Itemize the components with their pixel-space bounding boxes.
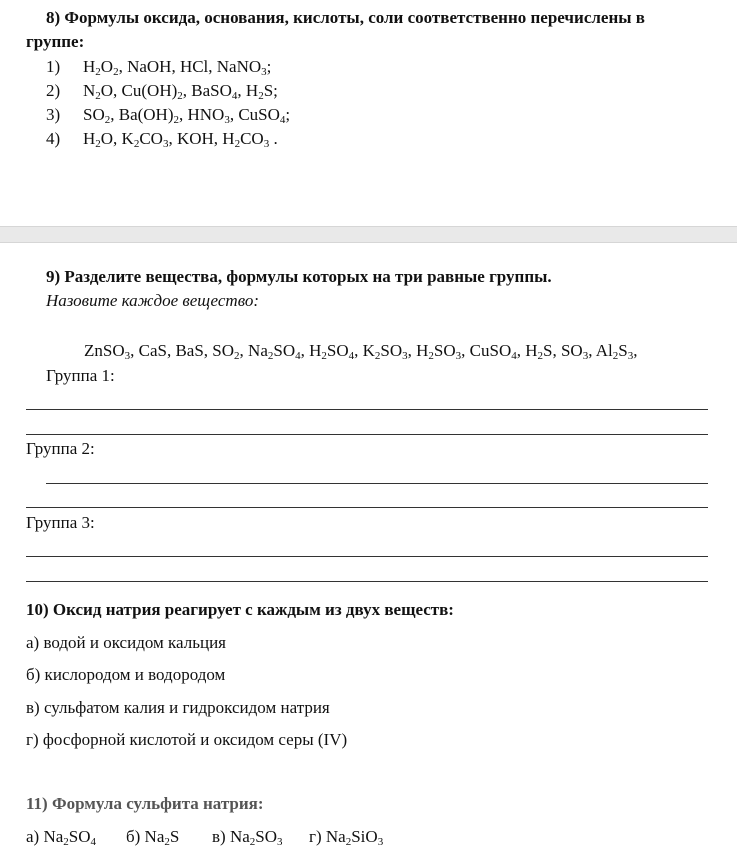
formula-text: б) Na — [126, 827, 165, 846]
formula-subscript: 2 — [234, 138, 241, 150]
formula-text: , NaOH, HCl, NaNO — [118, 57, 262, 76]
formula-text: , CaS, BaS, SO — [130, 341, 235, 360]
formula-text: SO — [433, 341, 456, 360]
formula-text: SO — [255, 827, 277, 846]
formula-subscript: 3 — [455, 350, 462, 362]
formula-text: SiO — [351, 827, 378, 846]
formula-text: S, SO — [543, 341, 583, 360]
formula-text: а) Na — [26, 827, 64, 846]
formula-text: , H — [300, 341, 322, 360]
formula-subscript: 2 — [374, 350, 381, 362]
q8-option-4: 4) $H_2O$, $K_2CO_3$, KOH, $H_2CO_3$ . — [46, 129, 278, 150]
formula-subscript: 2 — [249, 836, 256, 848]
formula-subscript: 2 — [164, 836, 170, 848]
formula-text: , Ba(OH) — [110, 105, 174, 124]
q8-title-line2: группе: — [26, 32, 85, 51]
formula-subscript: 3 — [377, 836, 384, 848]
q10-option-d: г) фосфорной кислотой и оксидом серы (IV) — [26, 730, 348, 749]
formula-text: H — [83, 129, 96, 148]
formula-text: SO — [273, 341, 296, 360]
formula-subscript: 2 — [113, 66, 119, 78]
formula-subscript: 3 — [224, 114, 230, 126]
formula-text: CO — [139, 129, 163, 148]
formula-subscript: 2 — [267, 350, 274, 362]
formula-text: O, K — [100, 129, 134, 148]
formula-text: , BaSO — [182, 81, 232, 100]
formula-subscript: 2 — [612, 350, 619, 362]
q9-subtitle: Назовите каждое вещество: — [46, 291, 260, 310]
answer-line — [26, 409, 708, 410]
q11-option-a — [26, 827, 96, 847]
formula-subscript: 3 — [162, 138, 169, 150]
q11-option-c — [212, 827, 283, 847]
formula-text: , H — [516, 341, 538, 360]
q11-option-d — [309, 827, 383, 847]
q9-group3-label: Группа 3: — [26, 513, 95, 532]
q10-option-b: б) кислородом и водородом — [26, 665, 226, 684]
formula-subscript: 4 — [279, 114, 286, 126]
formula-subscript: 4 — [231, 90, 238, 102]
formula-text: N — [83, 81, 96, 100]
formula-text: CO — [240, 129, 264, 148]
formula-subscript: 2 — [321, 350, 327, 362]
formula-subscript: 2 — [537, 350, 544, 362]
q9-title: 9) Разделите вещества, формулы которых на три равные группы. — [46, 267, 552, 286]
formula-text: , H — [407, 341, 429, 360]
formula-text: , K — [354, 341, 375, 360]
formula-subscript: 4 — [511, 350, 517, 362]
formula-subscript: 2 — [104, 114, 111, 126]
q10-option-a: а) водой и оксидом кальция — [26, 633, 226, 652]
formula-subscript: 2 — [234, 350, 240, 362]
q10-title: 10) Оксид натрия реагирует с каждым из двух веществ: — [26, 600, 454, 619]
formula-text: S — [169, 827, 180, 846]
q8-option-2: 2) $N_2O$, $Cu(OH)_2$, BaSO$_4$, $H_2S$; — [46, 81, 278, 102]
formula-text: SO — [326, 341, 349, 360]
formula-text: , HNO — [179, 105, 225, 124]
formula-text: , KOH, H — [168, 129, 235, 148]
q8-option-1: 1) $H_2O_2$, NaOH, HCl, NaNO$_3$; — [46, 57, 272, 78]
formula-text: O, Cu(OH) — [100, 81, 178, 100]
formula-subscript: 3 — [124, 350, 131, 362]
answer-line — [26, 507, 708, 508]
formula-text: O — [100, 57, 114, 76]
answer-line — [26, 434, 708, 435]
formula-subscript: 3 — [277, 836, 283, 848]
formula-subscript: 2 — [63, 836, 69, 848]
formula-text: , H — [237, 81, 259, 100]
formula-text: г) Na — [309, 827, 346, 846]
formula-subscript: 2 — [177, 90, 183, 102]
formula-subscript: 2 — [95, 90, 101, 102]
q10-option-c: в) сульфатом калия и гидроксидом натрия — [26, 698, 330, 717]
formula-subscript: 3 — [261, 66, 267, 78]
formula-text: SO — [68, 827, 91, 846]
q8-title-line1: 8) Формулы оксида, основания, кислоты, соли соответственно перечислены в — [46, 8, 645, 27]
page-break — [0, 226, 737, 243]
formula-text: в) Na — [212, 827, 250, 846]
formula-text: , — [633, 341, 638, 360]
q11-title: 11) Формула сульфита натрия: — [26, 794, 264, 813]
formula-text: S; — [263, 81, 278, 100]
formula-text: SO — [380, 341, 403, 360]
answer-line — [26, 581, 708, 582]
formula-subscript: 3 — [402, 350, 408, 362]
formula-subscript: 3 — [627, 350, 634, 362]
formula-subscript: 2 — [133, 138, 140, 150]
formula-text: ZnSO — [84, 341, 125, 360]
formula-subscript: 2 — [173, 114, 179, 126]
formula-text: , CuSO — [461, 341, 512, 360]
q9-group2-label: Группа 2: — [26, 439, 95, 458]
formula-text: ; — [266, 57, 272, 76]
formula-text: H — [83, 57, 96, 76]
formula-subscript: 2 — [258, 90, 264, 102]
answer-line — [46, 483, 708, 484]
formula-subscript: 4 — [295, 350, 301, 362]
formula-subscript: 2 — [95, 66, 101, 78]
answer-line — [26, 556, 708, 557]
formula-subscript: 2 — [95, 138, 101, 150]
formula-text: S — [618, 341, 628, 360]
q11-option-b — [126, 827, 179, 847]
formula-text: , Na — [239, 341, 268, 360]
formula-text: , Al — [588, 341, 613, 360]
formula-subscript: 3 — [582, 350, 589, 362]
formula-text: . — [269, 129, 278, 148]
formula-subscript: 4 — [90, 836, 97, 848]
formula-subscript: 2 — [428, 350, 434, 362]
formula-text: ; — [285, 105, 291, 124]
q9-group1-label: Группа 1: — [46, 366, 115, 385]
formula-subscript: 4 — [348, 350, 355, 362]
formula-text: SO — [83, 105, 105, 124]
q9-substances — [84, 341, 637, 361]
formula-subscript: 2 — [345, 836, 352, 848]
formula-text: , CuSO — [229, 105, 280, 124]
formula-subscript: 3 — [263, 138, 270, 150]
q8-option-3: 3) $SO_2$, $Ba(OH)_2$, $HNO_3$, CuSO$_4$; — [46, 105, 291, 126]
